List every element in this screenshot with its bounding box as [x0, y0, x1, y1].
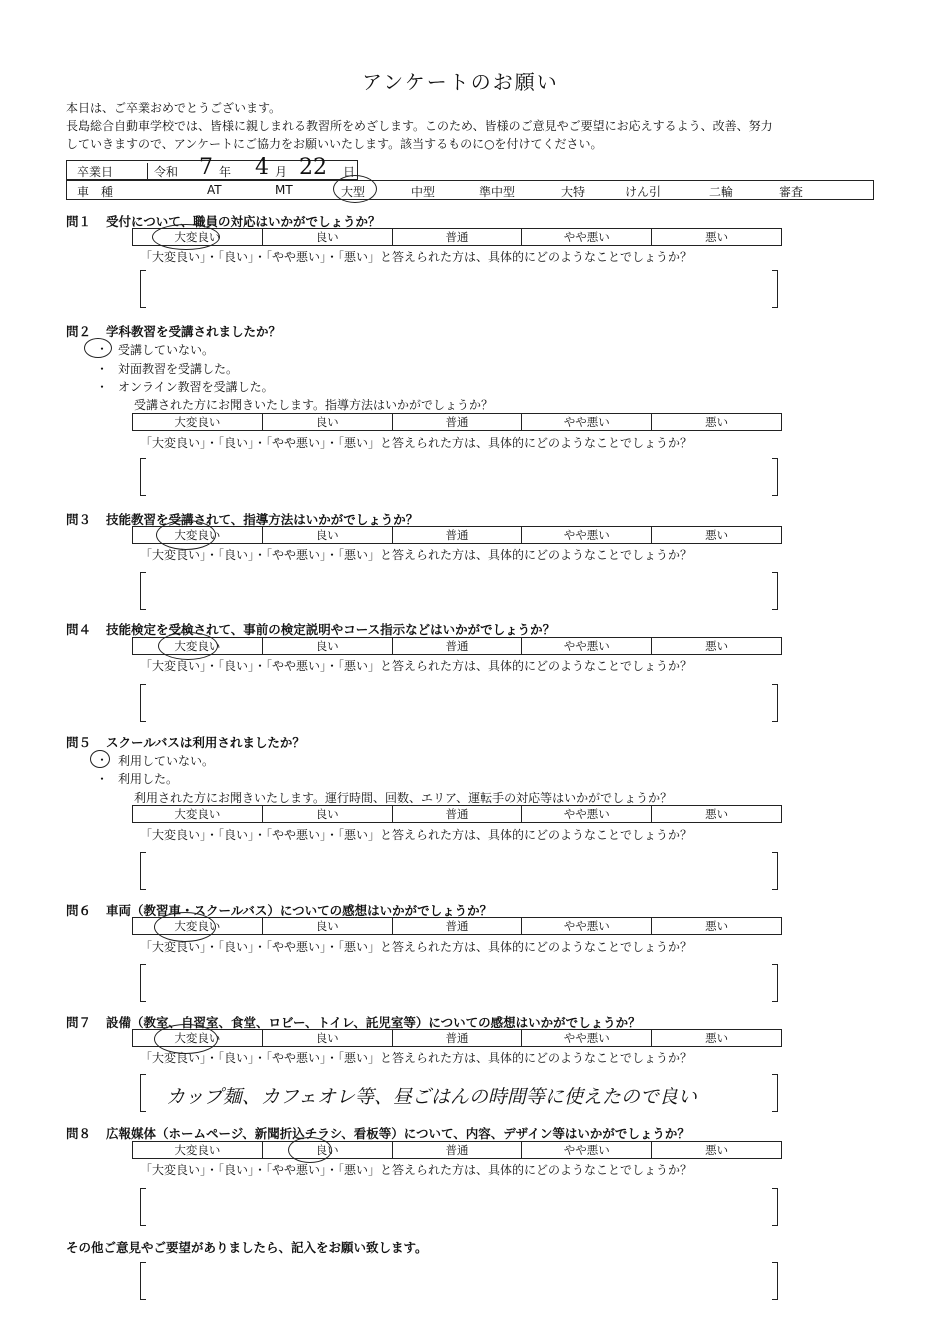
q1-rating-somewhat-bad[interactable]: やや悪い [522, 229, 652, 245]
q3-comment-bracket-right [772, 572, 778, 610]
q5-option-bullet-2: ・ [96, 772, 109, 786]
q5-option-bullet-1: ・ [96, 753, 109, 767]
q2-option-2[interactable]: 対面教習を受講した。 [118, 362, 239, 376]
q7-rating-somewhat-bad[interactable]: やや悪い [522, 1030, 652, 1046]
vehicle-type-row [66, 180, 874, 200]
q5-rating-bad[interactable]: 悪い [705, 807, 729, 821]
q4-rating-bad[interactable]: 悪い [705, 639, 729, 653]
q1-number: 問１ [66, 214, 92, 229]
q1-rating-table [132, 228, 782, 246]
q3-rating-table [132, 526, 782, 544]
q6-rating-very-good[interactable]: 大変良い [133, 918, 263, 934]
q2-rating-good[interactable]: 良い [263, 414, 393, 430]
q8-rating-somewhat-bad[interactable]: やや悪い [522, 1142, 652, 1158]
q7-number: 問７ [66, 1015, 92, 1030]
q5-rating-table [132, 805, 782, 823]
q6-rating-table [132, 917, 782, 935]
q5-number: 問５ [66, 735, 92, 750]
intro-line-3: していきますので、アンケートにご協力をお願いいたします。該当するものに○を付けてください。 [66, 137, 603, 151]
q5-subquestion: 利用された方にお聞きいたします。運行時間、回数、エリア、運転手の対応等はいかがでしょうか？ [134, 791, 673, 805]
page-title: アンケートのお願い [362, 70, 559, 94]
q6-rating-normal[interactable]: 普通 [393, 918, 523, 934]
q5-rating-very-good[interactable]: 大変良い [133, 806, 263, 822]
vehicle-at[interactable]: AT [207, 183, 222, 197]
q3-question: 技能教習を受講されて、指導方法はいかがでしょうか？ [106, 512, 419, 527]
q1-comment-bracket-right [772, 270, 778, 308]
q4-rating-table [132, 637, 782, 655]
q2-rating-normal[interactable]: 普通 [393, 414, 523, 430]
q2-comment-bracket-left [140, 458, 146, 496]
q2-number: 問２ [66, 324, 92, 339]
vehicle-semi-medium[interactable]: 準中型 [479, 185, 516, 199]
q3-rating-somewhat-bad[interactable]: やや悪い [522, 527, 652, 543]
q2-rating-table [132, 413, 782, 431]
q8-comment-bracket-left [140, 1188, 146, 1226]
q7-comment-bracket-right [772, 1074, 778, 1112]
q7-followup: 「大変良い」・「良い」・「やや悪い」・「悪い」と答えられた方は、具体的にどのようなことでしょうか？ [140, 1051, 693, 1065]
q4-comment-bracket-left [140, 684, 146, 722]
q1-followup: 「大変良い」・「良い」・「やや悪い」・「悪い」と答えられた方は、具体的にどのようなことでしょうか？ [140, 250, 693, 264]
q2-option-bullet-2: ・ [96, 362, 109, 376]
day-unit: 日 [343, 165, 356, 179]
q2-rating-very-good[interactable]: 大変良い [133, 414, 263, 430]
q5-comment-bracket-left [140, 852, 146, 890]
q7-rating-bad[interactable]: 悪い [705, 1031, 729, 1045]
vehicle-special[interactable]: 大特 [561, 185, 586, 199]
other-comment-bracket-right [772, 1262, 778, 1300]
q5-option-2[interactable]: 利用した。 [118, 772, 179, 786]
q4-rating-somewhat-bad[interactable]: やや悪い [522, 638, 652, 654]
q7-handwritten-comment[interactable]: カップ麺、カフェオレ等、昼ごはんの時間等に使えたので良い [166, 1086, 697, 1108]
q1-comment-bracket-left [140, 270, 146, 308]
q1-rating-normal[interactable]: 普通 [393, 229, 523, 245]
vehicle-motorcycle[interactable]: 二輪 [709, 185, 734, 199]
q3-number: 問３ [66, 512, 92, 527]
q2-option-circle [84, 338, 112, 358]
q2-option-3[interactable]: オンライン教習を受講した。 [118, 380, 274, 394]
q5-followup: 「大変良い」・「良い」・「やや悪い」・「悪い」と答えられた方は、具体的にどのようなことでしょうか？ [140, 828, 693, 842]
q3-comment-bracket-left [140, 572, 146, 610]
q5-question: スクールバスは利用されましたか？ [106, 735, 305, 750]
vehicle-mt[interactable]: MT [275, 183, 293, 197]
vehicle-selected-circle [333, 175, 377, 203]
q4-rating-very-good[interactable]: 大変良い [133, 638, 263, 654]
grad-month[interactable]: 4 [255, 155, 269, 180]
q1-rating-bad[interactable]: 悪い [705, 230, 729, 244]
q3-rating-very-good[interactable]: 大変良い [133, 527, 263, 543]
year-unit: 年 [219, 165, 232, 179]
q1-rating-very-good[interactable]: 大変良い [133, 229, 263, 245]
q2-option-bullet-3: ・ [96, 380, 109, 394]
q8-rating-normal[interactable]: 普通 [393, 1142, 523, 1158]
graduation-date-row [66, 155, 358, 180]
other-comments-prompt: その他ご意見やご要望がありましたら、記入をお願い致します。 [66, 1240, 428, 1255]
q7-rating-good[interactable]: 良い [263, 1030, 393, 1046]
q5-option-1[interactable]: 利用していない。 [118, 754, 215, 768]
q2-rating-bad[interactable]: 悪い [705, 415, 729, 429]
month-unit: 月 [275, 165, 288, 179]
q4-number: 問４ [66, 622, 92, 637]
graduation-date-label: 卒業日 [77, 165, 114, 179]
q2-subquestion: 受講された方にお聞きいたします。指導方法はいかがでしょうか？ [134, 398, 494, 412]
q7-rating-very-good[interactable]: 大変良い [133, 1030, 263, 1046]
q6-rating-good[interactable]: 良い [263, 918, 393, 934]
q8-followup: 「大変良い」・「良い」・「やや悪い」・「悪い」と答えられた方は、具体的にどのようなことでしょうか？ [140, 1163, 693, 1177]
q7-comment-bracket-left [140, 1074, 146, 1112]
q8-number: 問８ [66, 1126, 92, 1141]
other-comment-bracket-left [140, 1262, 146, 1300]
q7-question: 設備（教室、自習室、食堂、ロビー、トイレ、託児室等）についての感想はいかがでしょうか？ [106, 1015, 641, 1030]
q3-rating-bad[interactable]: 悪い [705, 528, 729, 542]
q1-rating-good[interactable]: 良い [263, 229, 393, 245]
intro-line-2: 長島総合自動車学校では、皆様に親しまれる教習所をめざします。このため、皆様のご意見やご要望にお応えするよう、改善、努力 [66, 119, 773, 133]
q8-rating-bad[interactable]: 悪い [705, 1143, 729, 1157]
vehicle-medium[interactable]: 中型 [411, 185, 436, 199]
q5-rating-somewhat-bad[interactable]: やや悪い [522, 806, 652, 822]
q2-option-bullet-1: ・ [96, 342, 109, 356]
q1-question: 受付について、職員の対応はいかがでしょうか？ [106, 214, 381, 229]
q6-rating-bad[interactable]: 悪い [705, 919, 729, 933]
q2-rating-somewhat-bad[interactable]: やや悪い [522, 414, 652, 430]
q8-rating-good[interactable]: 良い [263, 1142, 393, 1158]
q5-comment-bracket-right [772, 852, 778, 890]
q7-rating-table [132, 1029, 782, 1047]
q4-comment-bracket-right [772, 684, 778, 722]
q6-comment-bracket-left [140, 964, 146, 1002]
intro-line-1: 本日は、ご卒業おめでとうございます。 [66, 101, 282, 115]
q5-rating-normal[interactable]: 普通 [393, 806, 523, 822]
grad-day[interactable]: 22 [299, 155, 327, 180]
q5-option-circle [90, 750, 110, 768]
era-label: 令和 [147, 163, 178, 180]
q2-followup: 「大変良い」・「良い」・「やや悪い」・「悪い」と答えられた方は、具体的にどのようなことでしょうか？ [140, 436, 693, 450]
q2-option-1[interactable]: 受講していない。 [118, 343, 215, 357]
vehicle-towing[interactable]: けん引 [625, 185, 662, 199]
q6-rating-somewhat-bad[interactable]: やや悪い [522, 918, 652, 934]
q8-rating-very-good[interactable]: 大変良い [133, 1142, 263, 1158]
q4-rating-normal[interactable]: 普通 [393, 638, 523, 654]
q6-question: 車両（教習車・スクールバス）についての感想はいかがでしょうか？ [106, 903, 493, 918]
vehicle-large[interactable]: 大型 [341, 185, 366, 199]
q6-comment-bracket-right [772, 964, 778, 1002]
q4-answer-circle [158, 632, 218, 660]
q3-rating-good[interactable]: 良い [263, 527, 393, 543]
q8-comment-bracket-right [772, 1188, 778, 1226]
vehicle-exam[interactable]: 審査 [779, 185, 804, 199]
q5-rating-good[interactable]: 良い [263, 806, 393, 822]
q7-rating-normal[interactable]: 普通 [393, 1030, 523, 1046]
q8-answer-circle [288, 1137, 332, 1163]
q2-question: 学科教習を受講されましたか？ [106, 324, 282, 339]
q2-comment-bracket-right [772, 458, 778, 496]
q3-followup: 「大変良い」・「良い」・「やや悪い」・「悪い」と答えられた方は、具体的にどのようなことでしょうか？ [140, 548, 693, 562]
q3-rating-normal[interactable]: 普通 [393, 527, 523, 543]
q8-question: 広報媒体（ホームページ、新聞折込チラシ、看板等）について、内容、デザイン等はいかがでしょうか？ [106, 1126, 690, 1141]
q4-followup: 「大変良い」・「良い」・「やや悪い」・「悪い」と答えられた方は、具体的にどのようなことでしょうか？ [140, 659, 693, 673]
q4-question: 技能検定を受検されて、事前の検定説明やコース指示などはいかがでしょうか？ [106, 622, 556, 637]
q6-followup: 「大変良い」・「良い」・「やや悪い」・「悪い」と答えられた方は、具体的にどのようなことでしょうか？ [140, 940, 693, 954]
q4-rating-good[interactable]: 良い [263, 638, 393, 654]
q1-answer-circle [152, 224, 220, 250]
grad-year[interactable]: 7 [199, 155, 213, 180]
vehicle-type-label: 車 種 [77, 185, 114, 199]
q8-rating-table [132, 1141, 782, 1159]
q6-number: 問６ [66, 903, 92, 918]
